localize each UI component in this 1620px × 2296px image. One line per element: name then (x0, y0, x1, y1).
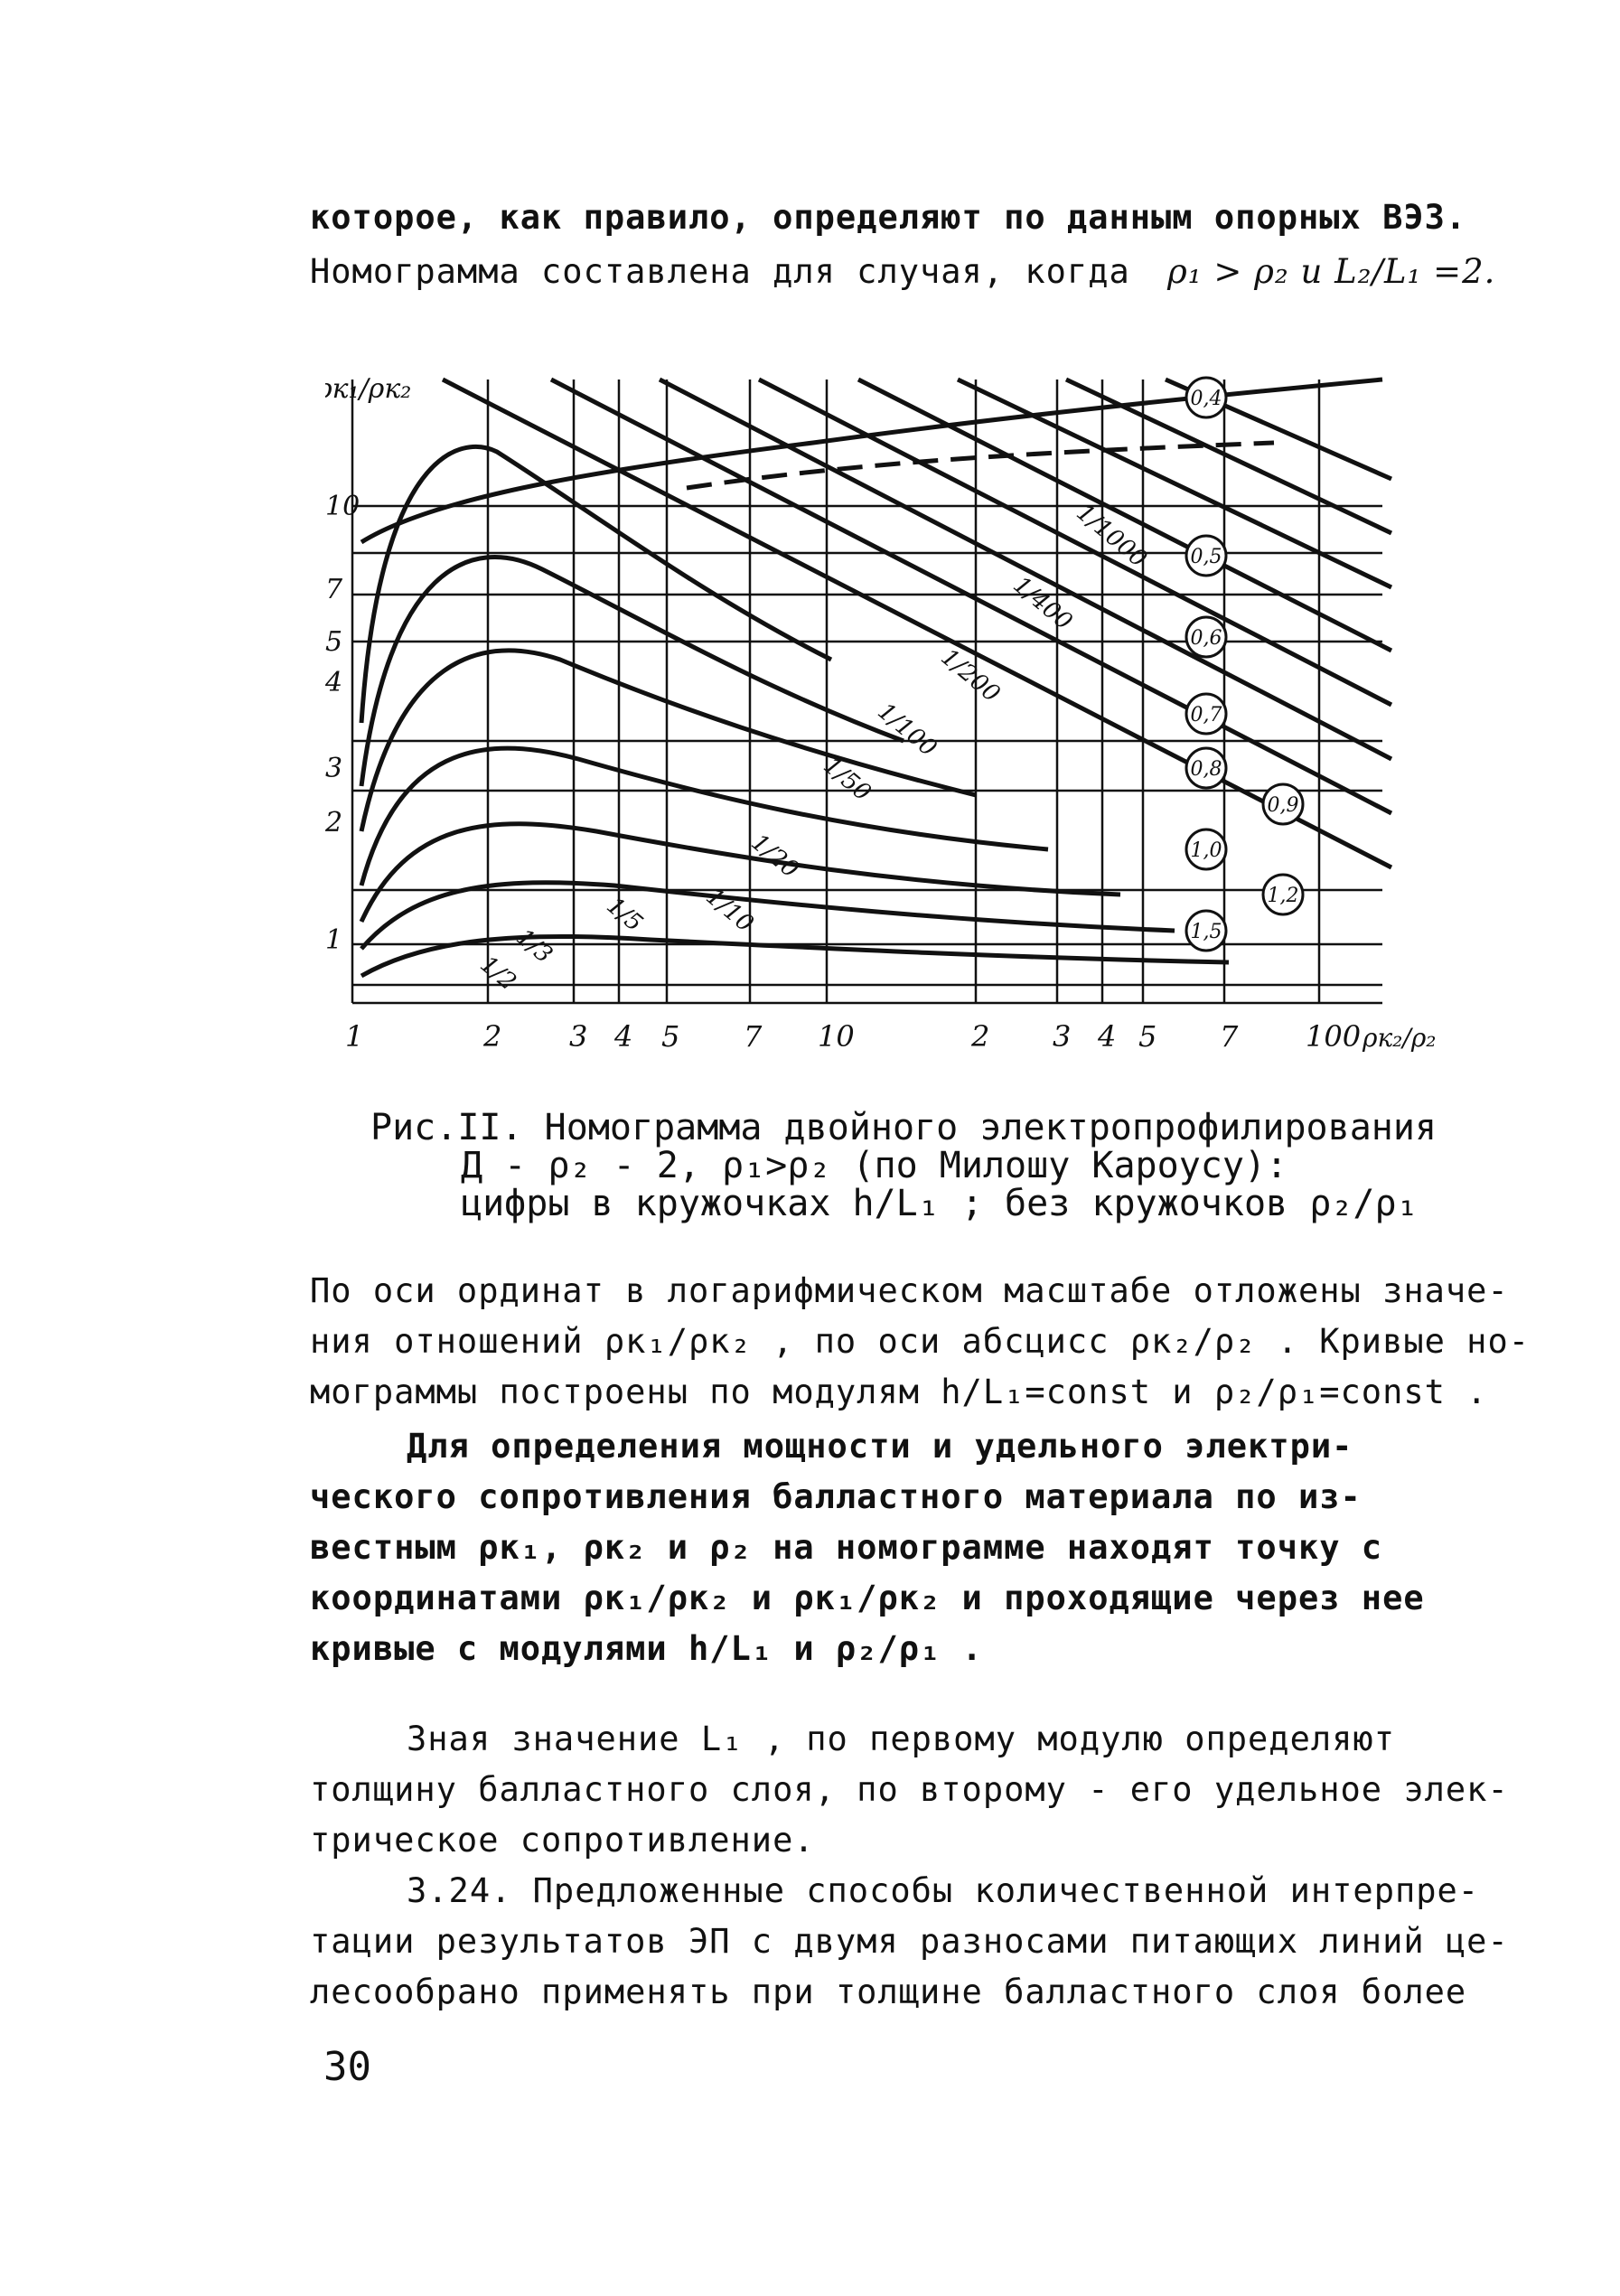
paragraph-2-line-2: ческого сопротивления балластного материала по из- (310, 1477, 1362, 1516)
paragraph-4-line-1: 3.24. Предложенные способы количественной интерпре- (407, 1871, 1480, 1910)
x-tick-label-9: 4 (1098, 1019, 1117, 1054)
paragraph-2-line-3: вестным ρк₁, ρк₂ и ρ₂ на номограмме находят точку с (310, 1528, 1383, 1567)
diagonal-label-7: 1/5 (601, 892, 648, 938)
y-tick-label-5: 2 (325, 807, 343, 839)
top-text-formula: ρ₁ > ρ₂ и L₂/L₁ =2. (1167, 252, 1496, 291)
x-tick-label-0: 1 (345, 1019, 364, 1054)
page-number: 30 (323, 2044, 371, 2090)
diagonal-label-1: 1/400 (1007, 571, 1078, 636)
modulus-curve-3 (361, 748, 1048, 886)
top-text-line-1: которое, как правило, определяют по данным опорных ВЭЗ. (310, 198, 1467, 237)
top-text-line-2 (310, 252, 1496, 291)
paragraph-2-line-4: координатами ρк₁/ρк₂ и ρк₁/ρк₂ и проходящие через нее (310, 1579, 1425, 1617)
y-tick-label-3: 4 (325, 667, 343, 698)
caption-line-2: Д - ρ₂ - 2, ρ₁>ρ₂ (по Милошу Кароусу): (461, 1145, 1288, 1186)
x-tick-label-6: 10 (818, 1019, 855, 1054)
x-tick-label-1: 2 (483, 1019, 502, 1054)
paragraph-4-line-3: лесообрано применять при толщине балластного слоя более (310, 1973, 1467, 2011)
nomogram-figure (325, 361, 1437, 1102)
paragraph-3-line-3: трическое сопротивление. (310, 1821, 815, 1860)
paragraph-2-line-1: Для определения мощности и удельного электри- (407, 1427, 1353, 1466)
circled-label-5: 0,9 (1267, 794, 1299, 817)
x-tick-label-2: 3 (569, 1019, 588, 1054)
x-tick-label-11: 7 (1220, 1019, 1239, 1054)
circled-label-1: 0,5 (1190, 546, 1222, 568)
diagonal-line-4 (858, 380, 1391, 651)
paragraph-1-line-3: мограммы построены по модулям h/L₁=const и ρ₂/ρ₁=const . (310, 1373, 1488, 1411)
paragraph-4-line-2: тации результатов ЭП с двумя разносами питающих линий це- (310, 1922, 1509, 1961)
x-tick-label-10: 5 (1138, 1019, 1157, 1054)
diagonal-label-8: 1/3 (510, 923, 557, 970)
y-tick-label-4: 3 (325, 753, 343, 784)
top-text-line-2-prefix: Номограмма составлена для случая, когда (310, 252, 1130, 291)
circled-label-3: 0,7 (1190, 704, 1222, 726)
x-tick-label-12: 100 (1306, 1019, 1362, 1054)
caption-line-3: цифры в кружочках h/L₁ ; без кружочков ρ₂/ρ₁ (461, 1183, 1419, 1224)
y-tick-label-2: 5 (325, 626, 343, 658)
y-tick-label-1: 7 (325, 574, 343, 605)
paragraph-3-line-2: толщину балластного слоя, по второму - его удельное элек- (310, 1770, 1509, 1809)
y-tick-label-6: 1 (325, 924, 343, 956)
diagonal-line-0 (443, 380, 1391, 867)
circled-label-8: 1,5 (1190, 921, 1222, 943)
x-tick-label-5: 7 (744, 1019, 763, 1054)
x-tick-label-8: 3 (1053, 1019, 1072, 1054)
diagonal-line-2 (660, 380, 1391, 759)
paragraph-1-line-2: ния отношений ρк₁/ρк₂ , по оси абсцисс ρк₂/ρ₂ . Кривые но- (310, 1322, 1531, 1361)
y-tick-label-0: 10 (325, 491, 361, 522)
y-axis-label: ρк₁/ρк₂ (325, 373, 412, 405)
diagonal-label-0: 1/1000 (1071, 499, 1152, 574)
x-tick-label-7: 2 (971, 1019, 990, 1054)
diagonal-label-5: 1/20 (745, 829, 804, 884)
circled-label-0: 0,4 (1190, 388, 1222, 410)
paragraph-2-line-5: кривые с модулями h/L₁ и ρ₂/ρ₁ . (310, 1629, 983, 1668)
circled-label-4: 0,8 (1190, 758, 1222, 781)
paragraph-1-line-1: По оси ординат в логарифмическом масштабе отложены значе- (310, 1271, 1509, 1310)
x-tick-label-4: 5 (661, 1019, 680, 1054)
x-axis-label: ρк₂/ρ₂ (1362, 1023, 1437, 1053)
nomogram-svg (325, 361, 1437, 1102)
circled-label-7: 1,2 (1267, 885, 1299, 907)
diagonal-line-5 (958, 380, 1391, 587)
caption-line-1: Рис.II. Номограмма двойного электропрофилирования (370, 1107, 1437, 1148)
diagonal-label-6: 1/10 (700, 883, 759, 938)
circled-label-2: 0,6 (1190, 627, 1222, 650)
diagonal-label-2: 1/200 (935, 643, 1006, 708)
x-tick-label-3: 4 (614, 1019, 633, 1054)
diagonal-label-4: 1/50 (818, 752, 876, 807)
diagonal-label-9: 1/2 (474, 951, 521, 997)
paragraph-3-line-1: Зная значение L₁ , по первому модулю определяют (407, 1720, 1395, 1758)
diagonal-label-3: 1/100 (872, 698, 942, 763)
circled-label-6: 1,0 (1190, 839, 1222, 862)
